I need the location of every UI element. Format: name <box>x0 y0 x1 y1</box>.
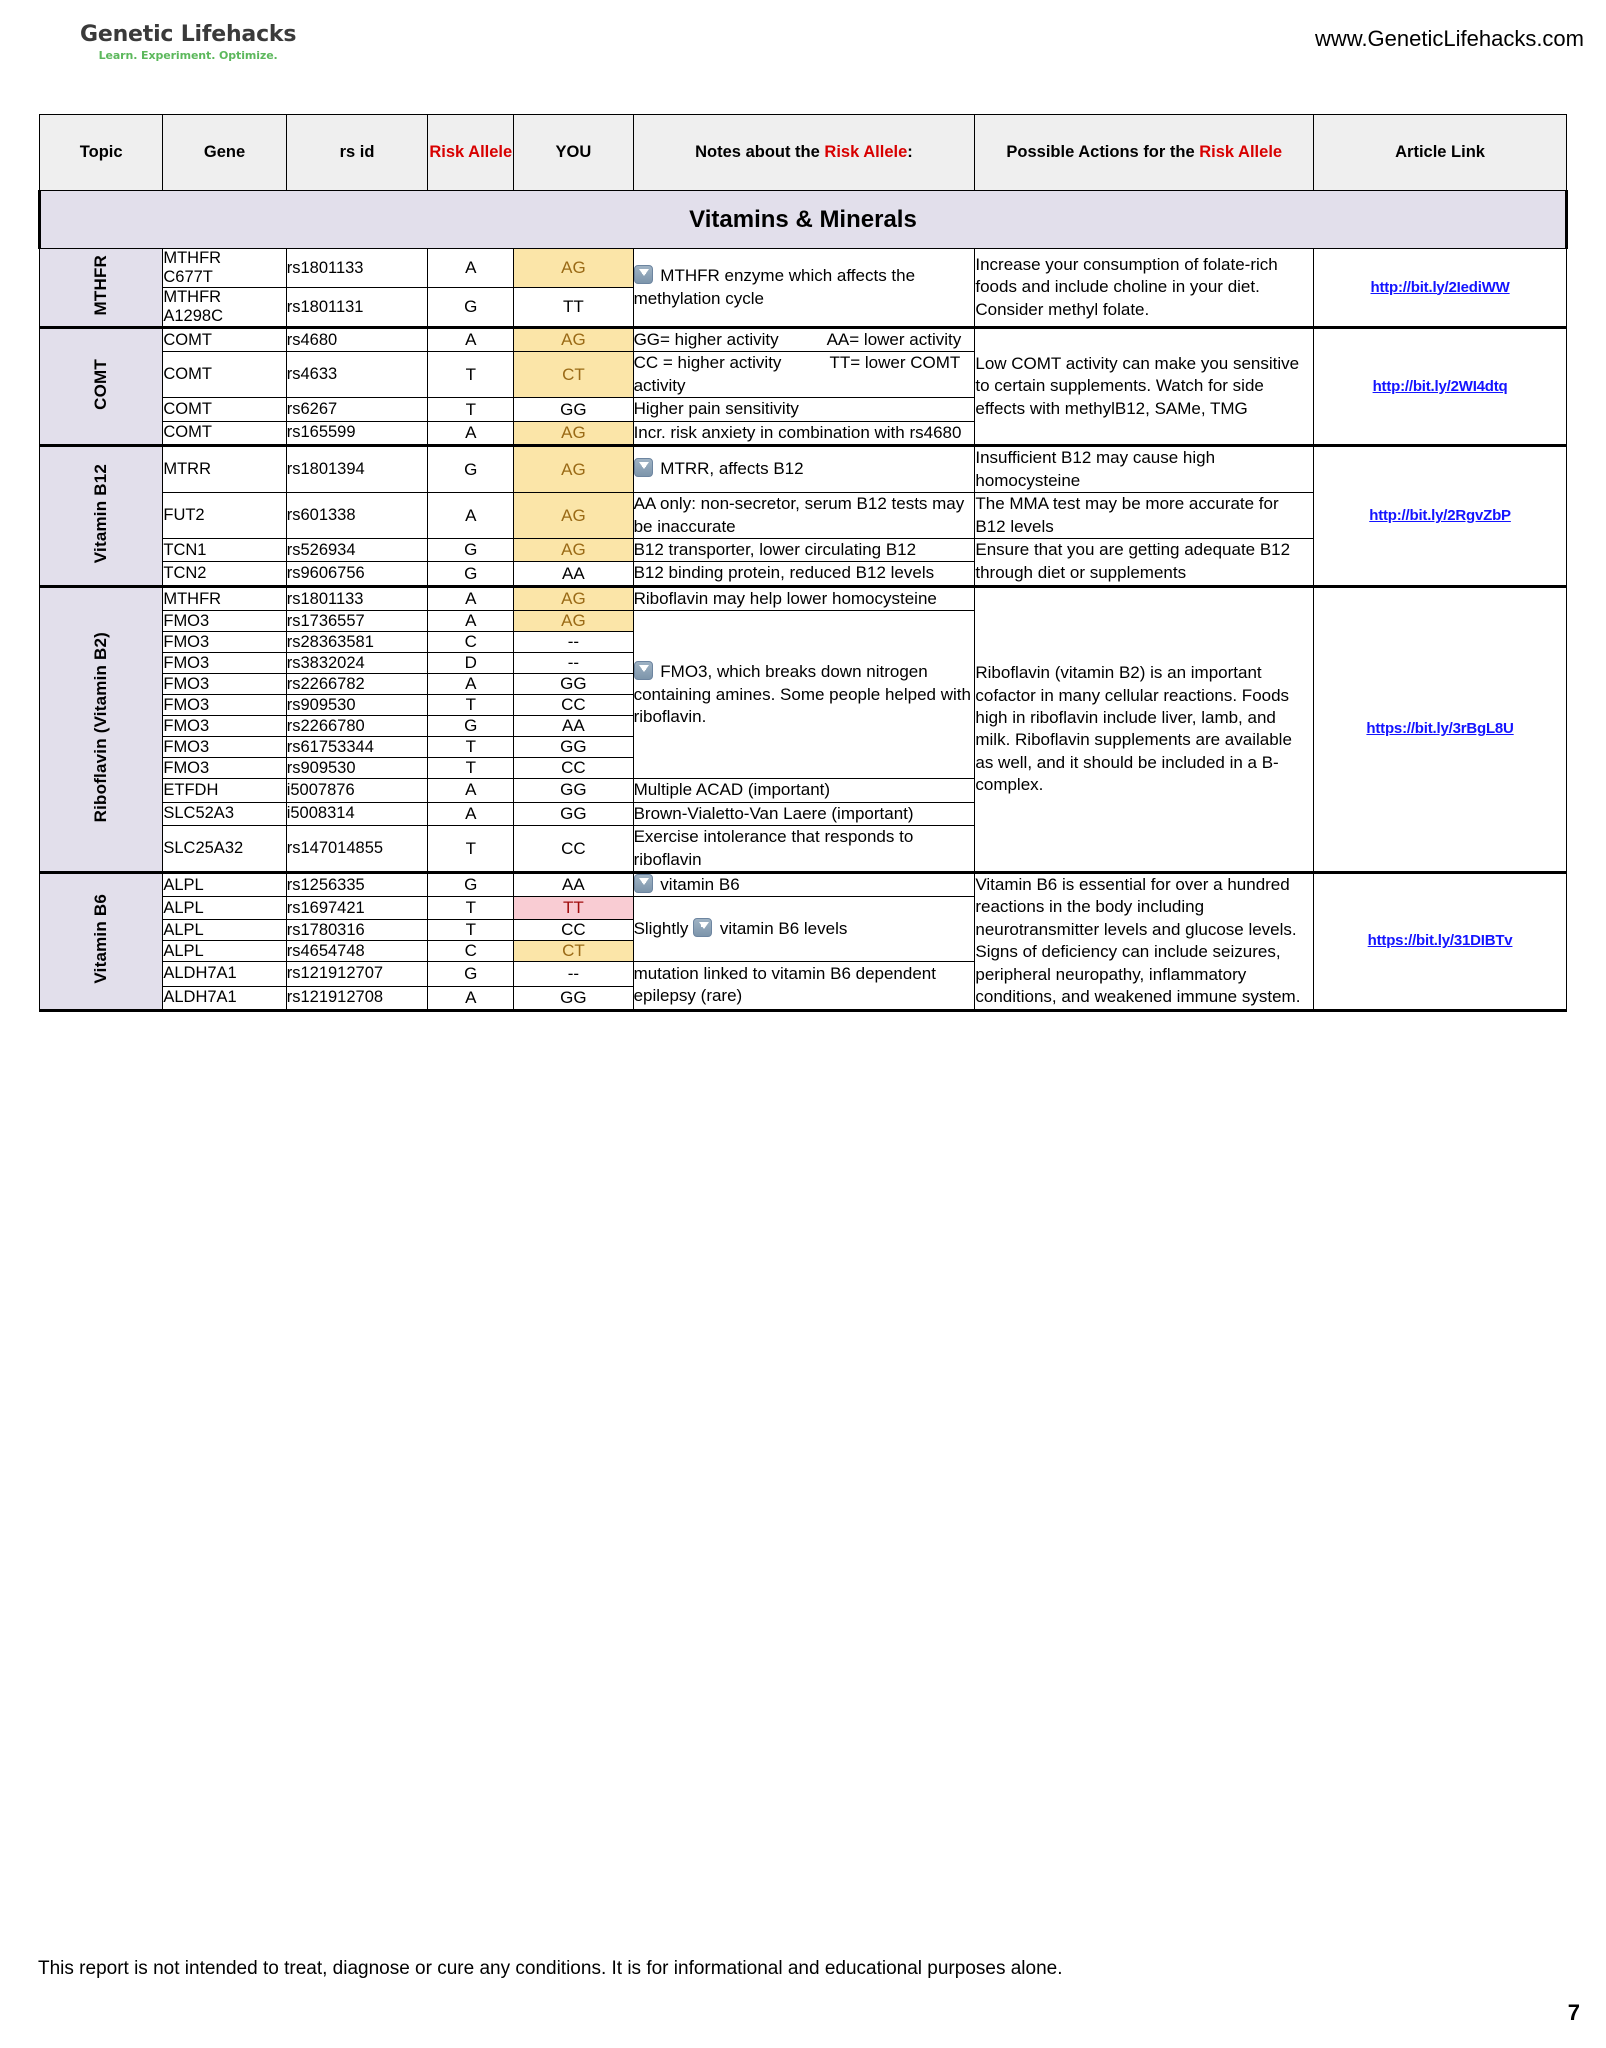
rsid-cell: rs1801131 <box>286 288 428 328</box>
notes-cell: AA only: non-secretor, serum B12 tests may be inaccurate <box>633 493 975 539</box>
risk-allele-cell: G <box>428 446 514 493</box>
your-genotype-cell: AA <box>514 562 633 586</box>
article-link-cell[interactable] <box>1314 328 1567 446</box>
gene-cell: FMO3 <box>163 737 286 758</box>
actions-cell: Ensure that you are getting adequate B12 through diet or supplements <box>975 538 1314 586</box>
rsid-cell: rs4633 <box>286 352 428 398</box>
your-genotype-cell: GG <box>514 802 633 825</box>
gene-cell: FMO3 <box>163 716 286 737</box>
topic-cell <box>40 873 163 1011</box>
your-genotype-cell: AA <box>514 873 633 897</box>
notes-cell: Incr. risk anxiety in combination with rs4680 <box>633 421 975 445</box>
article-link-cell[interactable] <box>1314 249 1567 328</box>
your-genotype-cell: AG <box>514 493 633 539</box>
notes-cell: Multiple ACAD (important) <box>633 779 975 802</box>
section-header-row <box>40 191 1567 249</box>
your-genotype-cell: TT <box>514 288 633 328</box>
rsid-cell: i5007876 <box>286 779 428 802</box>
gene-cell: FMO3 <box>163 611 286 632</box>
notes-cell: CC = higher activity TT= lower COMT activity <box>633 352 975 398</box>
gene-cell: ALPL <box>163 897 286 920</box>
risk-allele-cell: A <box>428 493 514 539</box>
section-title: Vitamins & Minerals <box>40 191 1567 249</box>
gene-cell: MTHFR A1298C <box>163 288 286 328</box>
col-header-rsid: rs id <box>286 115 428 191</box>
gene-cell: COMT <box>163 328 286 352</box>
actions-cell: Increase your consumption of folate-rich foods and include choline in your diet. Consider methyl folate. <box>975 249 1314 328</box>
gene-cell: FUT2 <box>163 493 286 539</box>
actions-cell: The MMA test may be more accurate for B12 levels <box>975 493 1314 539</box>
gene-cell: ALDH7A1 <box>163 986 286 1010</box>
gene-cell: TCN1 <box>163 538 286 561</box>
risk-allele-cell: T <box>428 758 514 779</box>
risk-allele-cell: A <box>428 586 514 610</box>
risk-allele-cell: A <box>428 328 514 352</box>
risk-allele-cell: T <box>428 398 514 421</box>
gene-cell: ALPL <box>163 873 286 897</box>
table-row <box>40 446 1567 493</box>
your-genotype-cell: GG <box>514 779 633 802</box>
topic-label: COMT <box>91 358 111 410</box>
gene-cell: SLC25A32 <box>163 826 286 873</box>
gene-cell: ETFDH <box>163 779 286 802</box>
risk-allele-cell: T <box>428 920 514 941</box>
header-row <box>40 115 1567 191</box>
logo-title: Genetic Lifehacks <box>80 22 297 47</box>
notes-cell: vitamin B6 <box>633 873 975 897</box>
rsid-cell: rs61753344 <box>286 737 428 758</box>
rsid-cell: rs121912708 <box>286 986 428 1010</box>
down-arrow-icon <box>634 458 653 477</box>
topic-cell <box>40 328 163 446</box>
gene-cell: MTHFR <box>163 586 286 610</box>
site-url: www.GeneticLifehacks.com <box>1315 26 1584 51</box>
risk-allele-cell: C <box>428 632 514 653</box>
risk-allele-cell: G <box>428 562 514 586</box>
disclaimer-text: This report is not intended to treat, diagnose or cure any conditions. It is for informational and educational purposes alone. <box>38 1958 1063 1979</box>
risk-allele-cell: G <box>428 288 514 328</box>
down-arrow-icon <box>634 661 653 680</box>
your-genotype-cell: GG <box>514 986 633 1010</box>
rsid-cell: rs909530 <box>286 758 428 779</box>
rsid-cell: rs601338 <box>286 493 428 539</box>
notes-cell: FMO3, which breaks down nitrogen containing amines. Some people helped with riboflavin. <box>633 611 975 779</box>
rsid-cell: rs3832024 <box>286 653 428 674</box>
notes-cell: MTHFR enzyme which affects the methylation cycle <box>633 249 975 328</box>
logo-tagline: Learn. Experiment. Optimize. <box>98 49 278 62</box>
risk-allele-cell: T <box>428 352 514 398</box>
rsid-cell: rs1780316 <box>286 920 428 941</box>
rsid-cell: rs1736557 <box>286 611 428 632</box>
topic-cell <box>40 249 163 328</box>
risk-allele-cell: D <box>428 653 514 674</box>
notes-cell: Exercise intolerance that responds to riboflavin <box>633 826 975 873</box>
notes-cell: Brown-Vialetto-Van Laere (important) <box>633 802 975 825</box>
risk-allele-cell: G <box>428 873 514 897</box>
gene-cell: COMT <box>163 421 286 445</box>
table-body <box>40 191 1567 1011</box>
actions-cell: Insufficient B12 may cause high homocysteine <box>975 446 1314 493</box>
notes-cell: MTRR, affects B12 <box>633 446 975 493</box>
rsid-cell: rs4680 <box>286 328 428 352</box>
topic-cell <box>40 586 163 872</box>
col-header-topic: Topic <box>40 115 163 191</box>
your-genotype-cell: GG <box>514 674 633 695</box>
your-genotype-cell: -- <box>514 653 633 674</box>
your-genotype-cell: CC <box>514 758 633 779</box>
your-genotype-cell: AG <box>514 446 633 493</box>
your-genotype-cell: GG <box>514 737 633 758</box>
gene-cell: COMT <box>163 398 286 421</box>
col-header-you: YOU <box>514 115 633 191</box>
risk-allele-cell: T <box>428 826 514 873</box>
rsid-cell: rs147014855 <box>286 826 428 873</box>
risk-allele-cell: A <box>428 802 514 825</box>
gene-cell: FMO3 <box>163 674 286 695</box>
gene-cell: FMO3 <box>163 695 286 716</box>
topic-label: Riboflavin (Vitamin B2) <box>91 631 111 823</box>
your-genotype-cell: AG <box>514 421 633 445</box>
notes-cell: Riboflavin may help lower homocysteine <box>633 586 975 610</box>
your-genotype-cell: -- <box>514 632 633 653</box>
your-genotype-cell: AG <box>514 249 633 288</box>
table-header <box>40 115 1567 191</box>
down-arrow-icon <box>634 265 653 284</box>
down-arrow-icon <box>634 874 653 893</box>
notes-cell: GG= higher activity AA= lower activity <box>633 328 975 352</box>
col-header-notes: Notes about the Risk Allele: <box>633 115 975 191</box>
article-link[interactable]: https://bit.ly/3rBgL8U <box>1366 720 1514 738</box>
article-link[interactable]: https://bit.ly/31DIBTv <box>1367 932 1513 950</box>
rsid-cell: rs6267 <box>286 398 428 421</box>
gene-cell: FMO3 <box>163 758 286 779</box>
your-genotype-cell: CC <box>514 826 633 873</box>
notes-cell: B12 transporter, lower circulating B12 <box>633 538 975 561</box>
col-header-actions: Possible Actions for the Risk Allele <box>975 115 1314 191</box>
your-genotype-cell: AG <box>514 586 633 610</box>
rsid-cell: rs1801394 <box>286 446 428 493</box>
gene-cell: FMO3 <box>163 632 286 653</box>
actions-cell: Riboflavin (vitamin B2) is an important cofactor in many cellular reactions. Foods high in riboflavin include liver, lamb, and milk. Riboflavin supplements are available as well, and it should be included in a B-complex. <box>975 586 1314 872</box>
your-genotype-cell: AG <box>514 611 633 632</box>
your-genotype-cell: AA <box>514 716 633 737</box>
rsid-cell: rs1801133 <box>286 586 428 610</box>
gene-cell: TCN2 <box>163 562 286 586</box>
rsid-cell: rs909530 <box>286 695 428 716</box>
risk-allele-cell: T <box>428 737 514 758</box>
topic-cell <box>40 446 163 587</box>
article-link-cell[interactable] <box>1314 446 1567 587</box>
gene-cell: ALPL <box>163 941 286 962</box>
article-link[interactable]: http://bit.ly/2IediWW <box>1370 278 1510 296</box>
your-genotype-cell: GG <box>514 398 633 421</box>
actions-cell: Low COMT activity can make you sensitive to certain supplements. Watch for side effects with methylB12, SAMe, TMG <box>975 328 1314 446</box>
actions-cell: Vitamin B6 is essential for over a hundred reactions in the body including neurotransmitter levels and glucose levels. Signs of deficiency can include seizures, peripheral neuropathy, inflammatory conditions, and weakened immune system. <box>975 873 1314 1011</box>
your-genotype-cell: CC <box>514 920 633 941</box>
table-row <box>40 873 1567 897</box>
rsid-cell: rs4654748 <box>286 941 428 962</box>
risk-allele-cell: G <box>428 538 514 561</box>
risk-allele-cell: A <box>428 611 514 632</box>
risk-allele-cell: A <box>428 986 514 1010</box>
page-header <box>0 22 1606 82</box>
notes-cell: B12 binding protein, reduced B12 levels <box>633 562 975 586</box>
article-link-cell[interactable] <box>1314 586 1567 872</box>
risk-allele-cell: G <box>428 716 514 737</box>
gene-cell: ALDH7A1 <box>163 962 286 987</box>
notes-cell: Higher pain sensitivity <box>633 398 975 421</box>
your-genotype-cell: CT <box>514 352 633 398</box>
your-genotype-cell: CC <box>514 695 633 716</box>
risk-allele-cell: A <box>428 674 514 695</box>
your-genotype-cell: AG <box>514 328 633 352</box>
gene-cell: MTRR <box>163 446 286 493</box>
gene-cell: COMT <box>163 352 286 398</box>
topic-label: MTHFR <box>91 254 111 316</box>
rsid-cell: rs1256335 <box>286 873 428 897</box>
gene-cell: FMO3 <box>163 653 286 674</box>
rsid-cell: rs165599 <box>286 421 428 445</box>
rsid-cell: rs526934 <box>286 538 428 561</box>
down-arrow-icon <box>693 918 712 937</box>
risk-allele-cell: C <box>428 941 514 962</box>
rsid-cell: rs1697421 <box>286 897 428 920</box>
article-link[interactable]: http://bit.ly/2RgvZbP <box>1369 507 1511 524</box>
col-header-risk-allele: Risk Allele <box>428 115 514 191</box>
risk-allele-cell: T <box>428 695 514 716</box>
topic-label: Vitamin B6 <box>91 894 111 984</box>
risk-allele-cell: T <box>428 897 514 920</box>
your-genotype-cell: AG <box>514 538 633 561</box>
rsid-cell: rs28363581 <box>286 632 428 653</box>
gene-cell: SLC52A3 <box>163 802 286 825</box>
table-row <box>40 586 1567 610</box>
genetic-report-table <box>38 114 1568 1012</box>
rsid-cell: rs1801133 <box>286 249 428 288</box>
your-genotype-cell: CT <box>514 941 633 962</box>
table-row <box>40 249 1567 288</box>
risk-allele-cell: A <box>428 779 514 802</box>
rsid-cell: rs9606756 <box>286 562 428 586</box>
article-link-cell[interactable] <box>1314 873 1567 1011</box>
risk-allele-cell: G <box>428 962 514 987</box>
your-genotype-cell: TT <box>514 897 633 920</box>
table-row <box>40 328 1567 352</box>
risk-allele-cell: A <box>428 421 514 445</box>
gene-cell: ALPL <box>163 920 286 941</box>
rsid-cell: i5008314 <box>286 802 428 825</box>
brand-logo <box>80 22 296 62</box>
notes-cell: mutation linked to vitamin B6 dependent epilepsy (rare) <box>633 962 975 1011</box>
gene-cell: MTHFR C677T <box>163 249 286 288</box>
col-header-gene: Gene <box>163 115 286 191</box>
risk-allele-cell: A <box>428 249 514 288</box>
notes-cell: Slightly vitamin B6 levels <box>633 897 975 962</box>
col-header-article-link: Article Link <box>1314 115 1567 191</box>
rsid-cell: rs2266780 <box>286 716 428 737</box>
article-link[interactable]: http://bit.ly/2WI4dtq <box>1372 377 1508 395</box>
rsid-cell: rs121912707 <box>286 962 428 987</box>
rsid-cell: rs2266782 <box>286 674 428 695</box>
page-number: 7 <box>1567 2000 1580 2025</box>
topic-label: Vitamin B12 <box>91 463 111 564</box>
your-genotype-cell: -- <box>514 962 633 987</box>
